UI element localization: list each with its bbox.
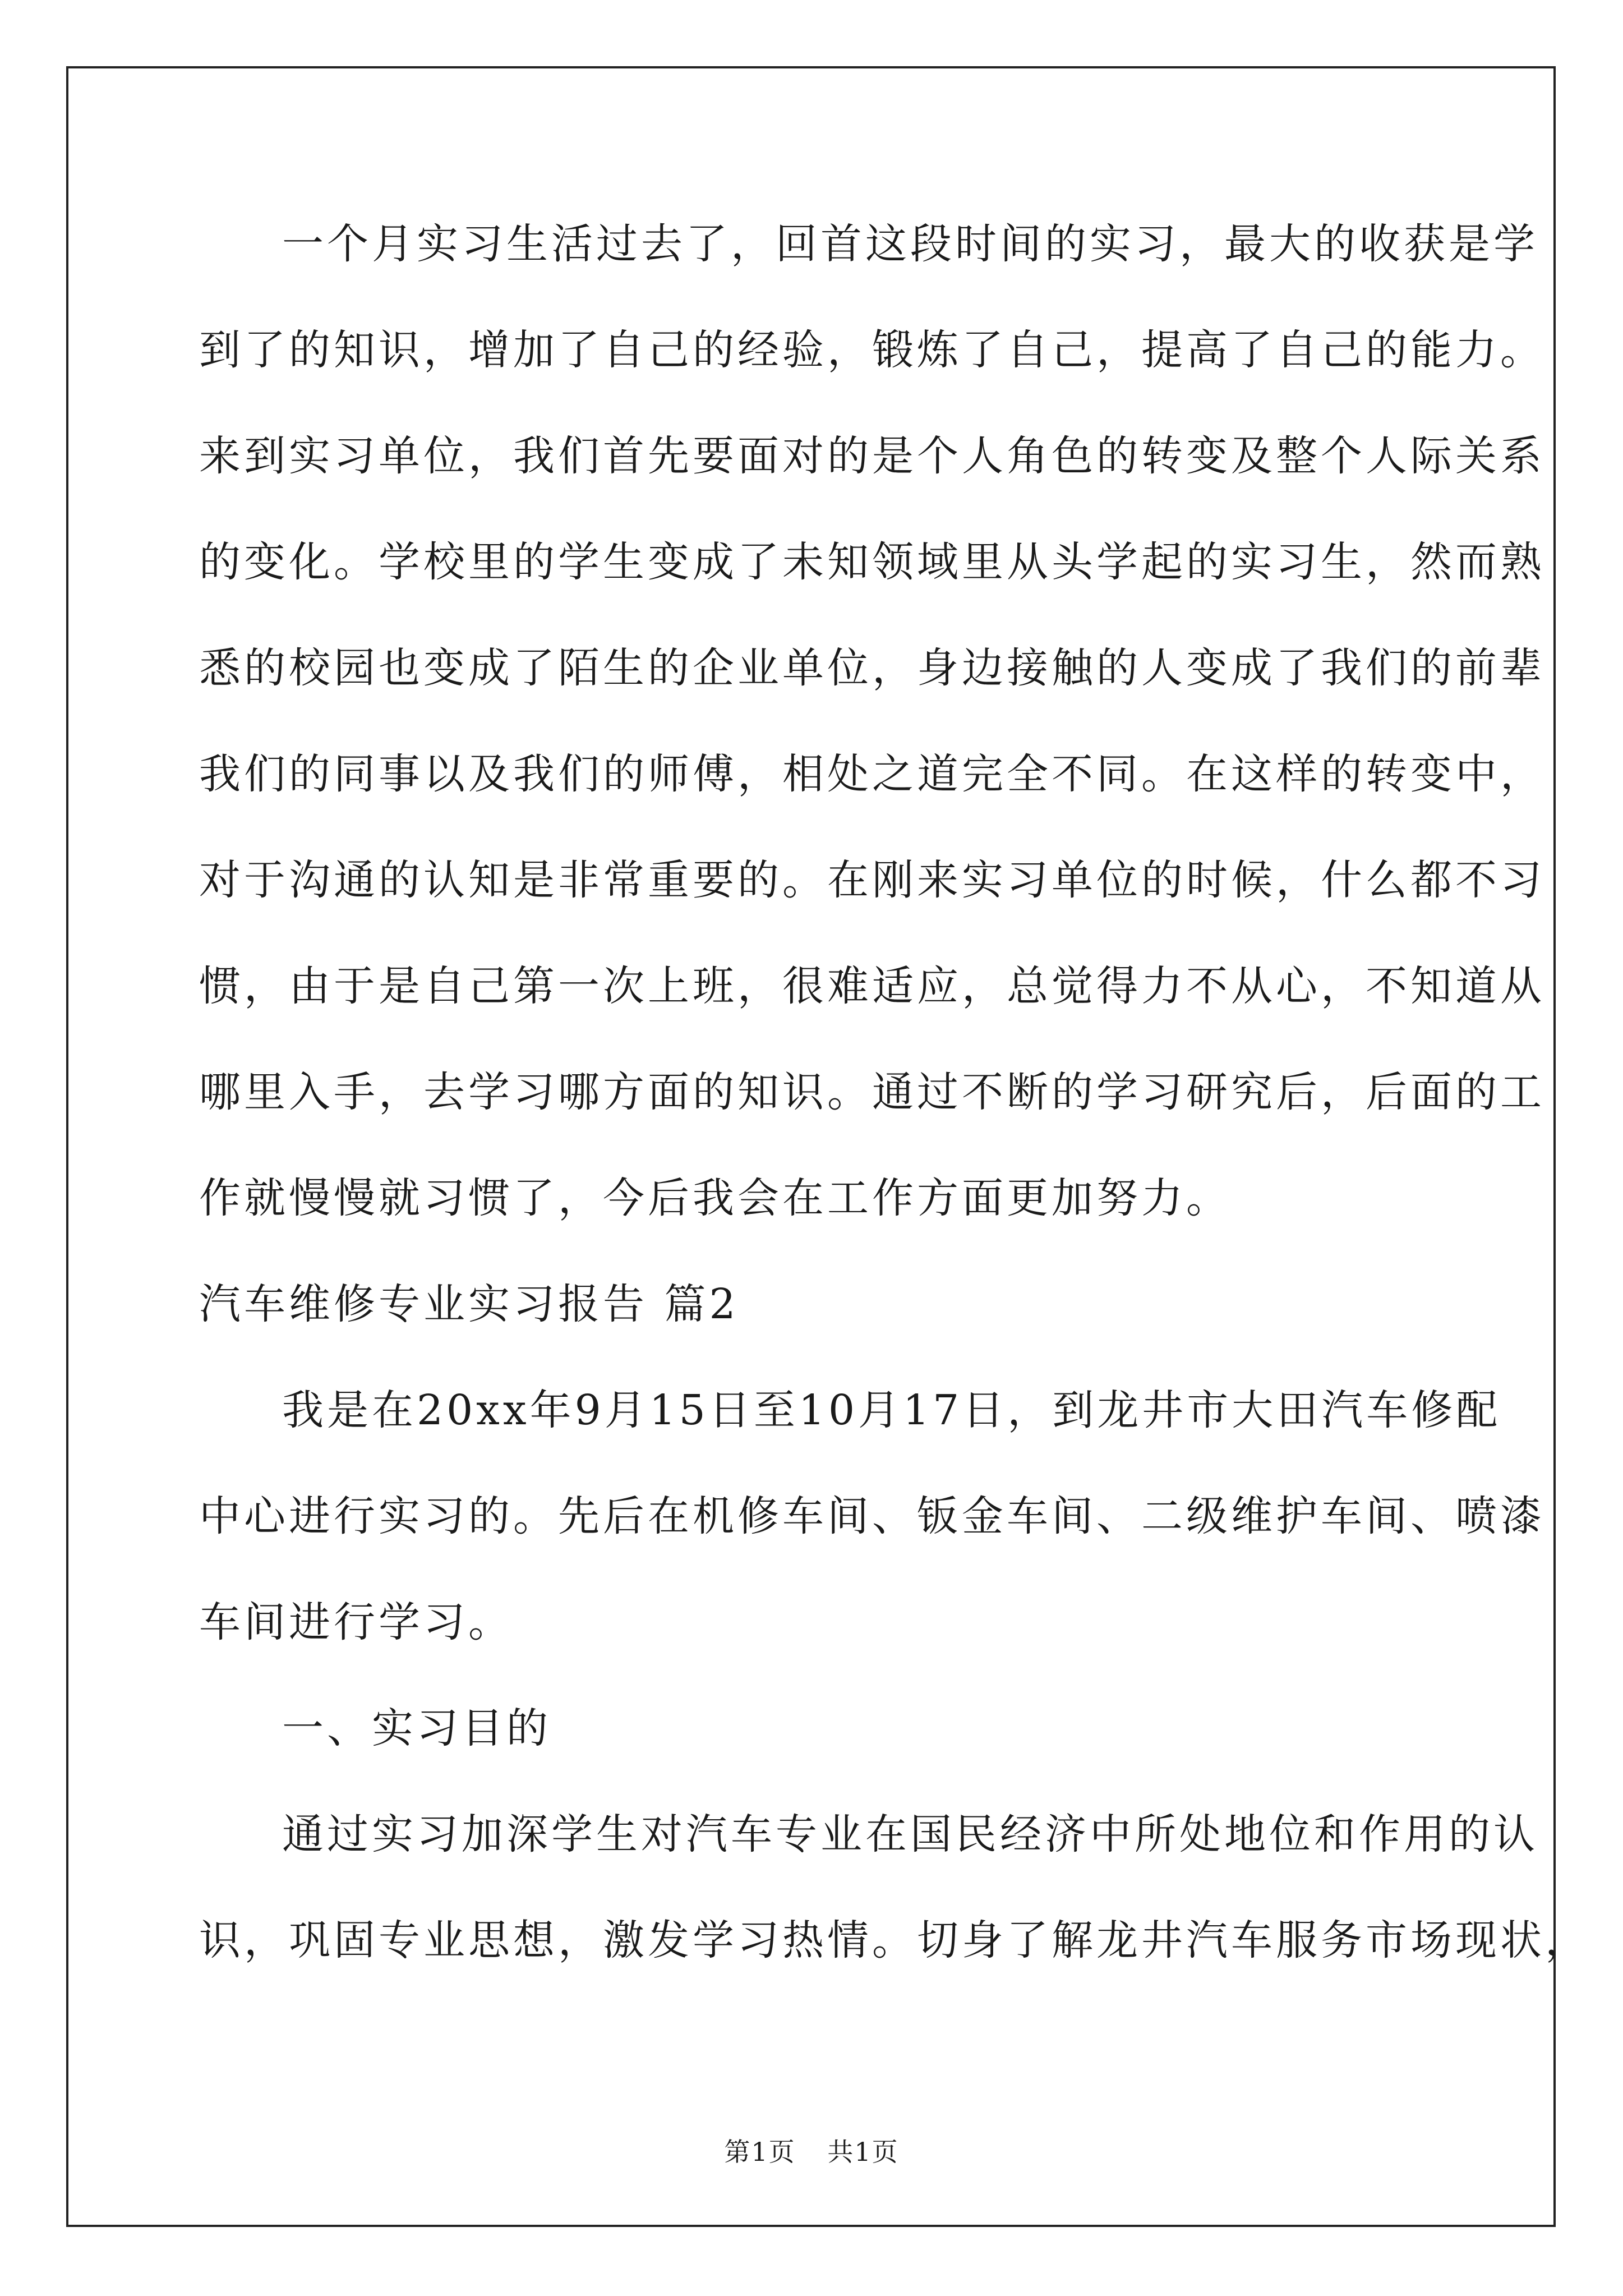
text-line: 哪里入手，去学习哪方面的知识。通过不断的学习研究后，后面的工	[199, 1068, 1545, 1116]
text-line: 识，巩固专业思想，激发学习热情。切身了解龙井汽车服务市场现状，	[199, 1916, 1590, 1964]
text-line: 的变化。学校里的学生变成了未知领域里从头学起的实习生，然而熟	[199, 538, 1545, 586]
section-heading: 汽车维修专业实习报告 篇2	[199, 1280, 739, 1328]
page-footer	[0, 2132, 1623, 2169]
text-line: 悉的校园也变成了陌生的企业单位，身边接触的人变成了我们的前辈	[199, 644, 1545, 692]
text-line: 一个月实习生活过去了，回首这段时间的实习，最大的收获是学	[282, 220, 1538, 268]
text-line: 我们的同事以及我们的师傅，相处之道完全不同。在这样的转变中，	[199, 750, 1545, 798]
page-number: 第1页	[724, 2137, 796, 2167]
text-line: 车间进行学习。	[199, 1598, 513, 1646]
text-line: 作就慢慢就习惯了，今后我会在工作方面更加努力。	[199, 1174, 1231, 1222]
text-line: 我是在20xx年9月15日至10月17日，到龙井市大田汽车修配	[282, 1386, 1501, 1434]
document-body	[199, 213, 1590, 2016]
text-line: 通过实习加深学生对汽车专业在国民经济中所处地位和作用的认	[282, 1810, 1538, 1858]
text-line: 惯，由于是自己第一次上班，很难适应，总觉得力不从心，不知道从	[199, 962, 1545, 1010]
page-total: 共1页	[827, 2137, 899, 2167]
text-line: 对于沟通的认知是非常重要的。在刚来实习单位的时候，什么都不习	[199, 856, 1545, 904]
subsection-heading: 一、实习目的	[282, 1704, 551, 1752]
text-line: 中心进行实习的。先后在机修车间、钣金车间、二级维护车间、喷漆	[199, 1492, 1545, 1540]
text-line: 到了的知识，增加了自己的经验，锻炼了自己，提高了自己的能力。	[199, 326, 1545, 374]
text-line: 来到实习单位，我们首先要面对的是个人角色的转变及整个人际关系	[199, 432, 1545, 480]
